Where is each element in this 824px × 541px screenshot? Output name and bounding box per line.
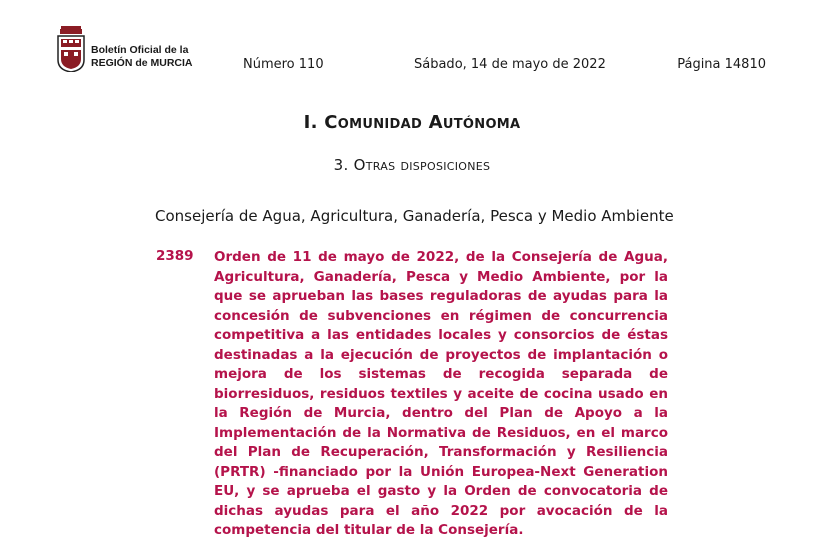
section-title: I. Comunidad Autónoma (303, 112, 521, 133)
subsection-title: 3. Otras disposiciones (333, 156, 491, 174)
issue-number: Número 110 (243, 57, 324, 72)
region-murcia-coat-of-arms-icon (57, 26, 85, 72)
announcement-text: Orden de 11 de mayo de 2022, de la Consejería de Agua, Agricultura, Ganadería, Pesca y Medio Ambiente, por la que se aprueban las bases reguladoras de ayudas para la concesión de subvenciones en régimen de concurrencia competitiva a las entidades locales y consorcios de éstas destinadas a la ejecución de proyectos de implantación o mejora de los sistemas de recogida separada de biorresiduos, residuos textiles y aceite de cocina usado en la Región de Murcia, dentro del Plan de Apoyo a la Implementación de la Normativa de Residuos, en el marco del Plan de Recuperación, Transformación y Resiliencia (PRTR) -financiado por la Unión Europea-Next Generation EU, y se aprueba el gasto y la Orden de convocatoria de dichas ayudas para el año 2022 por avocación de la competencia del titular de la Consejería. (214, 249, 668, 538)
boletin-line-2: REGIÓN de MURCIA (91, 57, 193, 69)
department-name: Consejería de Agua, Agricultura, Ganadería, Pesca y Medio Ambiente (155, 207, 674, 225)
boletin-line-1: Boletín Oficial de la (91, 44, 189, 56)
page-number: Página 14810 (677, 57, 766, 72)
issue-date: Sábado, 14 de mayo de 2022 (414, 57, 606, 72)
page-header (0, 0, 824, 80)
boletin-title (91, 44, 193, 70)
announcement-number: 2389 (156, 248, 194, 264)
